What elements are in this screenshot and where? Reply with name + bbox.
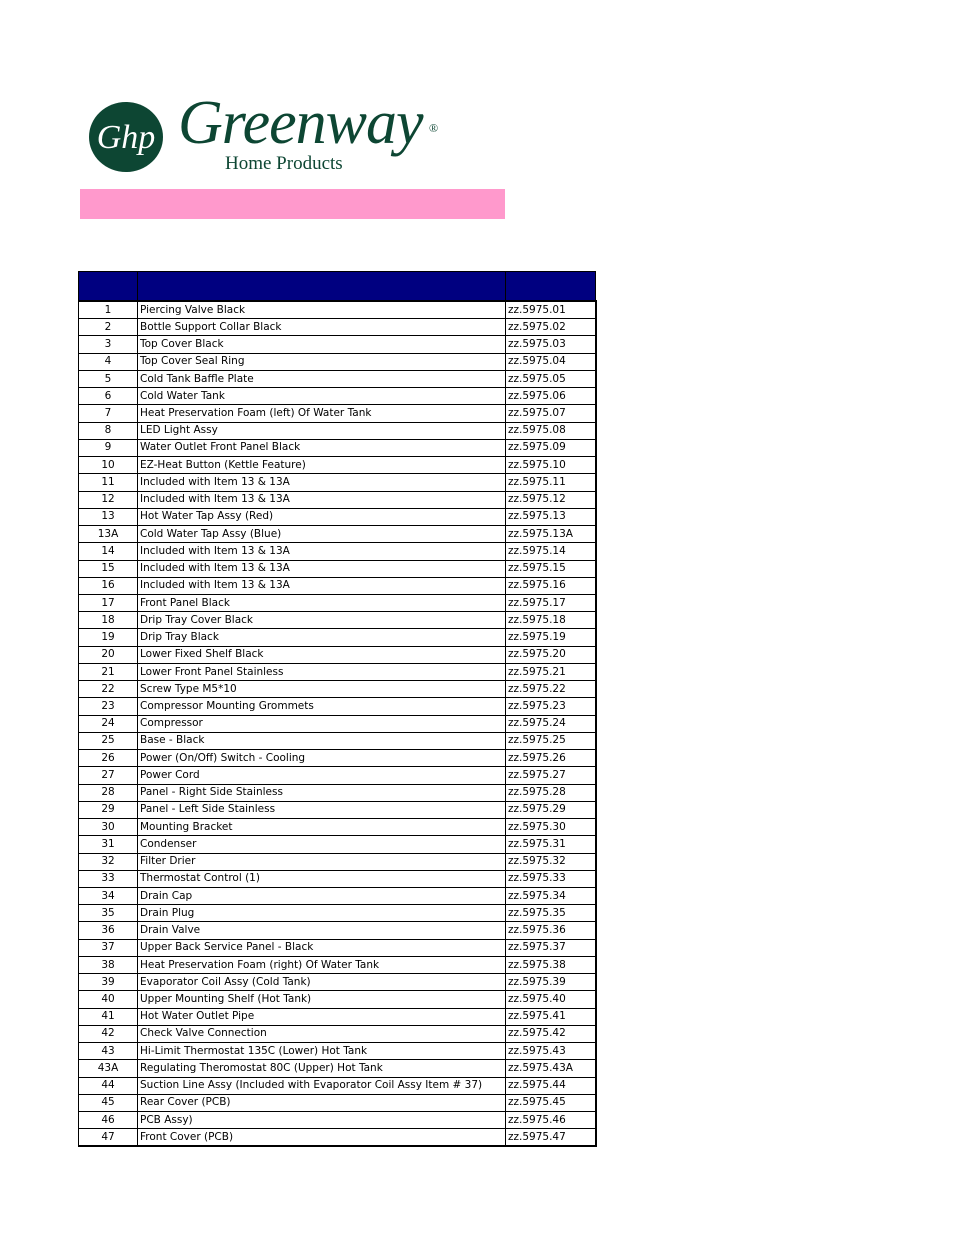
description-cell: Upper Back Service Panel - Black	[138, 939, 506, 956]
monogram-text: Ghp	[96, 119, 156, 156]
item-number-cell: 44	[79, 1077, 138, 1094]
item-number-cell: 43	[79, 1043, 138, 1060]
part-number-cell: zz.5975.45	[506, 1094, 596, 1111]
description-cell: Included with Item 13 & 13A	[138, 577, 506, 594]
item-number-cell: 14	[79, 543, 138, 560]
part-number-cell: zz.5975.02	[506, 319, 596, 336]
item-number-cell: 32	[79, 853, 138, 870]
description-cell: Included with Item 13 & 13A	[138, 491, 506, 508]
item-number-cell: 47	[79, 1129, 138, 1147]
description-cell: Hot Water Outlet Pipe	[138, 1008, 506, 1025]
description-cell: PCB Assy)	[138, 1112, 506, 1129]
part-number-cell: zz.5975.13A	[506, 526, 596, 543]
table-row	[79, 1112, 596, 1129]
item-number-cell: 36	[79, 922, 138, 939]
table-row	[79, 991, 596, 1008]
table-row	[79, 353, 596, 370]
item-number-cell: 7	[79, 405, 138, 422]
table-row	[79, 870, 596, 887]
table-row	[79, 922, 596, 939]
table-row	[79, 1043, 596, 1060]
item-number-cell: 8	[79, 422, 138, 439]
table-row	[79, 594, 596, 611]
item-number-cell: 33	[79, 870, 138, 887]
table-row	[79, 508, 596, 525]
item-number-cell: 26	[79, 750, 138, 767]
table-row	[79, 939, 596, 956]
part-number-cell: zz.5975.38	[506, 956, 596, 973]
part-number-cell: zz.5975.36	[506, 922, 596, 939]
item-number-cell: 3	[79, 336, 138, 353]
table-row	[79, 646, 596, 663]
item-number-cell: 10	[79, 457, 138, 474]
part-number-cell: zz.5975.44	[506, 1077, 596, 1094]
description-cell: Water Outlet Front Panel Black	[138, 439, 506, 456]
part-number-cell: zz.5975.39	[506, 974, 596, 991]
part-number-cell: zz.5975.19	[506, 629, 596, 646]
item-number-cell: 15	[79, 560, 138, 577]
item-number-cell: 27	[79, 767, 138, 784]
description-cell: Panel - Right Side Stainless	[138, 784, 506, 801]
table-row	[79, 956, 596, 973]
table-row	[79, 974, 596, 991]
description-cell: Panel - Left Side Stainless	[138, 801, 506, 818]
description-cell: Drip Tray Black	[138, 629, 506, 646]
table-row	[79, 853, 596, 870]
part-number-cell: zz.5975.08	[506, 422, 596, 439]
item-number-cell: 46	[79, 1112, 138, 1129]
table-row	[79, 543, 596, 560]
item-number-cell: 35	[79, 905, 138, 922]
description-cell: Front Cover (PCB)	[138, 1129, 506, 1147]
description-cell: Rear Cover (PCB)	[138, 1094, 506, 1111]
part-number-cell: zz.5975.09	[506, 439, 596, 456]
item-number-cell: 13	[79, 508, 138, 525]
part-number-cell: zz.5975.07	[506, 405, 596, 422]
table-row	[79, 1008, 596, 1025]
part-number-cell: zz.5975.03	[506, 336, 596, 353]
description-cell: Filter Drier	[138, 853, 506, 870]
description-cell: Drain Plug	[138, 905, 506, 922]
item-number-cell: 17	[79, 594, 138, 611]
table-row	[79, 422, 596, 439]
description-cell: Regulating Theromostat 80C (Upper) Hot Tank	[138, 1060, 506, 1077]
part-number-cell: zz.5975.30	[506, 819, 596, 836]
item-number-cell: 18	[79, 612, 138, 629]
part-number-cell: zz.5975.14	[506, 543, 596, 560]
description-cell: Drip Tray Cover Black	[138, 612, 506, 629]
parts-table	[78, 271, 597, 1147]
table-row	[79, 629, 596, 646]
item-number-cell: 13A	[79, 526, 138, 543]
part-number-cell: zz.5975.26	[506, 750, 596, 767]
table-row	[79, 612, 596, 629]
description-cell: Cold Water Tap Assy (Blue)	[138, 526, 506, 543]
table-row	[79, 491, 596, 508]
table-row	[79, 405, 596, 422]
table-row	[79, 526, 596, 543]
table-row	[79, 388, 596, 405]
table-row	[79, 681, 596, 698]
item-number-cell: 19	[79, 629, 138, 646]
item-number-cell: 1	[79, 301, 138, 319]
table-row	[79, 784, 596, 801]
header-description	[138, 272, 506, 302]
part-number-cell: zz.5975.43A	[506, 1060, 596, 1077]
part-number-cell: zz.5975.22	[506, 681, 596, 698]
part-number-cell: zz.5975.12	[506, 491, 596, 508]
part-number-cell: zz.5975.13	[506, 508, 596, 525]
description-cell: Thermostat Control (1)	[138, 870, 506, 887]
item-number-cell: 5	[79, 370, 138, 387]
part-number-cell: zz.5975.29	[506, 801, 596, 818]
part-number-cell: zz.5975.17	[506, 594, 596, 611]
description-cell: Evaporator Coil Assy (Cold Tank)	[138, 974, 506, 991]
table-row	[79, 577, 596, 594]
brand-logo	[88, 89, 448, 180]
table-row	[79, 715, 596, 732]
parts-table-body	[79, 301, 596, 1146]
table-row	[79, 801, 596, 818]
description-cell: Top Cover Seal Ring	[138, 353, 506, 370]
description-cell: Compressor Mounting Grommets	[138, 698, 506, 715]
description-cell: Front Panel Black	[138, 594, 506, 611]
table-row	[79, 1094, 596, 1111]
item-number-cell: 40	[79, 991, 138, 1008]
description-cell: Screw Type M5*10	[138, 681, 506, 698]
item-number-cell: 42	[79, 1025, 138, 1042]
part-number-cell: zz.5975.24	[506, 715, 596, 732]
table-row	[79, 1060, 596, 1077]
description-cell: Heat Preservation Foam (left) Of Water Tank	[138, 405, 506, 422]
item-number-cell: 16	[79, 577, 138, 594]
table-row	[79, 336, 596, 353]
part-number-cell: zz.5975.05	[506, 370, 596, 387]
table-row	[79, 732, 596, 749]
table-row	[79, 439, 596, 456]
table-row	[79, 819, 596, 836]
table-row	[79, 457, 596, 474]
description-cell: Drain Valve	[138, 922, 506, 939]
item-number-cell: 34	[79, 887, 138, 904]
part-number-cell: zz.5975.33	[506, 870, 596, 887]
part-number-cell: zz.5975.20	[506, 646, 596, 663]
table-row	[79, 560, 596, 577]
item-number-cell: 38	[79, 956, 138, 973]
part-number-cell: zz.5975.25	[506, 732, 596, 749]
registered-mark: ®	[429, 121, 439, 135]
header-item-number	[79, 272, 138, 302]
description-cell: Piercing Valve Black	[138, 301, 506, 319]
part-number-cell: zz.5975.15	[506, 560, 596, 577]
table-row	[79, 663, 596, 680]
item-number-cell: 24	[79, 715, 138, 732]
description-cell: Condenser	[138, 836, 506, 853]
description-cell: Included with Item 13 & 13A	[138, 560, 506, 577]
item-number-cell: 43A	[79, 1060, 138, 1077]
part-number-cell: zz.5975.46	[506, 1112, 596, 1129]
item-number-cell: 20	[79, 646, 138, 663]
table-row	[79, 750, 596, 767]
table-row	[79, 301, 596, 319]
item-number-cell: 29	[79, 801, 138, 818]
description-cell: Upper Mounting Shelf (Hot Tank)	[138, 991, 506, 1008]
table-row	[79, 1077, 596, 1094]
table-row	[79, 1129, 596, 1147]
item-number-cell: 11	[79, 474, 138, 491]
brand-name: Greenway	[178, 89, 423, 157]
part-number-cell: zz.5975.16	[506, 577, 596, 594]
part-number-cell: zz.5975.47	[506, 1129, 596, 1147]
item-number-cell: 4	[79, 353, 138, 370]
item-number-cell: 6	[79, 388, 138, 405]
part-number-cell: zz.5975.21	[506, 663, 596, 680]
part-number-cell: zz.5975.31	[506, 836, 596, 853]
item-number-cell: 25	[79, 732, 138, 749]
header-part-number	[506, 272, 596, 302]
part-number-cell: zz.5975.06	[506, 388, 596, 405]
description-cell: Lower Front Panel Stainless	[138, 663, 506, 680]
part-number-cell: zz.5975.18	[506, 612, 596, 629]
item-number-cell: 22	[79, 681, 138, 698]
part-number-cell: zz.5975.32	[506, 853, 596, 870]
part-number-cell: zz.5975.35	[506, 905, 596, 922]
item-number-cell: 12	[79, 491, 138, 508]
item-number-cell: 31	[79, 836, 138, 853]
table-header-row	[79, 272, 596, 302]
item-number-cell: 23	[79, 698, 138, 715]
part-number-cell: zz.5975.10	[506, 457, 596, 474]
description-cell: Mounting Bracket	[138, 819, 506, 836]
brand-subtitle: Home Products	[225, 153, 343, 174]
part-number-cell: zz.5975.01	[506, 301, 596, 319]
description-cell: Top Cover Black	[138, 336, 506, 353]
item-number-cell: 41	[79, 1008, 138, 1025]
item-number-cell: 30	[79, 819, 138, 836]
item-number-cell: 2	[79, 319, 138, 336]
item-number-cell: 39	[79, 974, 138, 991]
description-cell: Bottle Support Collar Black	[138, 319, 506, 336]
description-cell: EZ-Heat Button (Kettle Feature)	[138, 457, 506, 474]
title-banner	[80, 189, 505, 219]
table-row	[79, 698, 596, 715]
part-number-cell: zz.5975.34	[506, 887, 596, 904]
description-cell: Included with Item 13 & 13A	[138, 474, 506, 491]
part-number-cell: zz.5975.40	[506, 991, 596, 1008]
description-cell: Included with Item 13 & 13A	[138, 543, 506, 560]
part-number-cell: zz.5975.11	[506, 474, 596, 491]
item-number-cell: 45	[79, 1094, 138, 1111]
description-cell: Power Cord	[138, 767, 506, 784]
description-cell: Drain Cap	[138, 887, 506, 904]
table-row	[79, 836, 596, 853]
part-number-cell: zz.5975.43	[506, 1043, 596, 1060]
item-number-cell: 21	[79, 663, 138, 680]
item-number-cell: 37	[79, 939, 138, 956]
part-number-cell: zz.5975.27	[506, 767, 596, 784]
part-number-cell: zz.5975.23	[506, 698, 596, 715]
part-number-cell: zz.5975.42	[506, 1025, 596, 1042]
table-row	[79, 1025, 596, 1042]
table-row	[79, 474, 596, 491]
description-cell: Power (On/Off) Switch - Cooling	[138, 750, 506, 767]
description-cell: Cold Tank Baffle Plate	[138, 370, 506, 387]
description-cell: Heat Preservation Foam (right) Of Water Tank	[138, 956, 506, 973]
part-number-cell: zz.5975.28	[506, 784, 596, 801]
description-cell: Lower Fixed Shelf Black	[138, 646, 506, 663]
description-cell: Hi-Limit Thermostat 135C (Lower) Hot Tank	[138, 1043, 506, 1060]
table-row	[79, 887, 596, 904]
table-row	[79, 319, 596, 336]
description-cell: LED Light Assy	[138, 422, 506, 439]
description-cell: Compressor	[138, 715, 506, 732]
item-number-cell: 9	[79, 439, 138, 456]
part-number-cell: zz.5975.04	[506, 353, 596, 370]
description-cell: Base - Black	[138, 732, 506, 749]
table-row	[79, 905, 596, 922]
part-number-cell: zz.5975.37	[506, 939, 596, 956]
description-cell: Check Valve Connection	[138, 1025, 506, 1042]
table-row	[79, 767, 596, 784]
description-cell: Hot Water Tap Assy (Red)	[138, 508, 506, 525]
part-number-cell: zz.5975.41	[506, 1008, 596, 1025]
table-row	[79, 370, 596, 387]
description-cell: Cold Water Tank	[138, 388, 506, 405]
monogram-emblem-icon	[88, 100, 164, 174]
item-number-cell: 28	[79, 784, 138, 801]
description-cell: Suction Line Assy (Included with Evaporator Coil Assy Item # 37)	[138, 1077, 506, 1094]
